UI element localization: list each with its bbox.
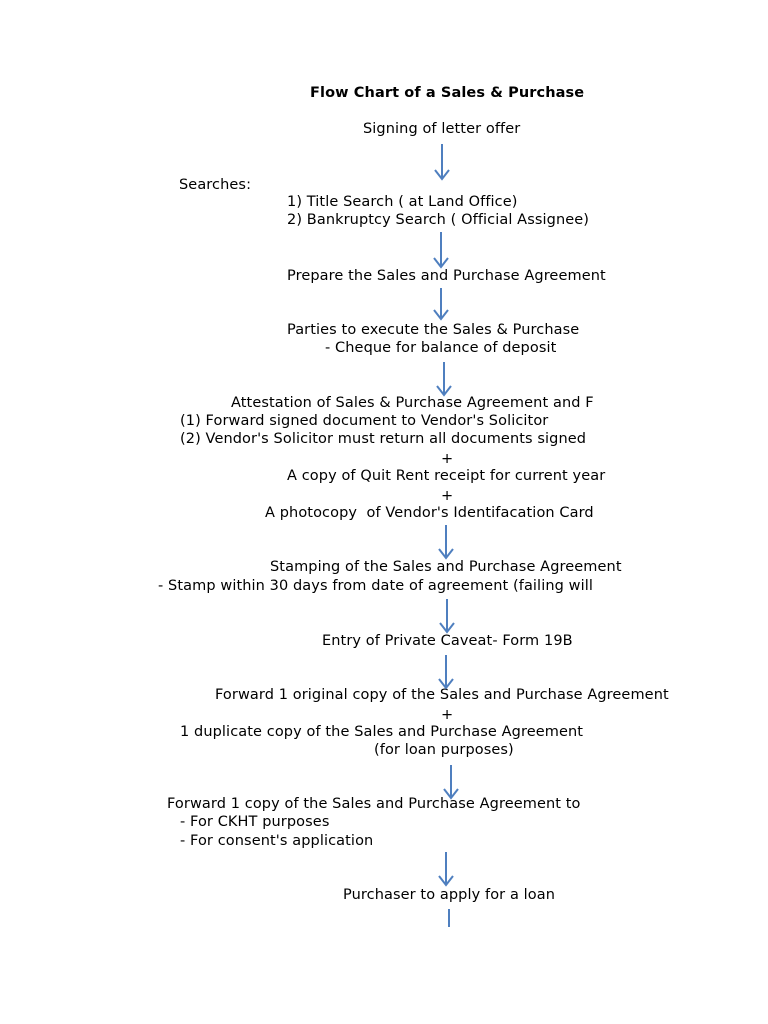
step-cheque-balance: - Cheque for balance of deposit — [325, 340, 557, 356]
down-arrow-icon — [431, 231, 451, 269]
step-attestation: Attestation of Sales & Purchase Agreement and F — [231, 395, 594, 411]
step-prepare-agreement: Prepare the Sales and Purchase Agreement — [287, 268, 606, 284]
step-apply-loan: Purchaser to apply for a loan — [343, 887, 556, 903]
step-attestation-return: (2) Vendor's Solicitor must return all documents signed — [180, 431, 587, 447]
down-arrow-icon — [437, 598, 457, 634]
step-stamping: Stamping of the Sales and Purchase Agreement — [270, 559, 622, 575]
step-searches-title: 1) Title Search ( at Land Office) — [287, 194, 518, 210]
down-arrow-icon — [431, 287, 451, 321]
down-arrow-icon — [436, 524, 456, 560]
step-duplicate-copy: 1 duplicate copy of the Sales and Purchase Agreement — [180, 724, 584, 740]
step-searches-bankruptcy: 2) Bankruptcy Search ( Official Assignee) — [287, 212, 590, 228]
down-arrow-icon — [436, 851, 456, 887]
down-arrow-icon — [439, 909, 459, 929]
step-attestation-forward: (1) Forward signed document to Vendor's Solicitor — [180, 413, 549, 429]
step-ic-photocopy: A photocopy of Vendor's Identifacation Card — [265, 505, 594, 521]
plus-sign: + — [441, 707, 454, 723]
down-arrow-icon — [436, 654, 456, 690]
step-parties-execute: Parties to execute the Sales & Purchase — [287, 322, 580, 338]
step-searches-heading: Searches: — [179, 177, 252, 193]
step-ckht-purposes: - For CKHT purposes — [180, 814, 330, 830]
down-arrow-icon — [441, 764, 461, 800]
step-consent-application: - For consent's application — [180, 833, 374, 849]
down-arrow-icon — [432, 143, 452, 181]
step-quit-rent: A copy of Quit Rent receipt for current year — [287, 468, 606, 484]
step-forward-copy: Forward 1 copy of the Sales and Purchase Agreement to — [167, 796, 581, 812]
step-stamp-deadline: - Stamp within 30 days from date of agreement (failing will — [158, 578, 593, 594]
step-forward-original: Forward 1 original copy of the Sales and Purchase Agreement — [215, 687, 669, 703]
page-title: Flow Chart of a Sales & Purchase — [310, 85, 585, 101]
down-arrow-icon — [434, 361, 454, 397]
plus-sign: + — [441, 488, 454, 504]
step-loan-purposes: (for loan purposes) — [374, 742, 514, 758]
step-signing-letter-offer: Signing of letter offer — [363, 121, 521, 137]
step-private-caveat: Entry of Private Caveat- Form 19B — [322, 633, 573, 649]
plus-sign: + — [441, 451, 454, 467]
